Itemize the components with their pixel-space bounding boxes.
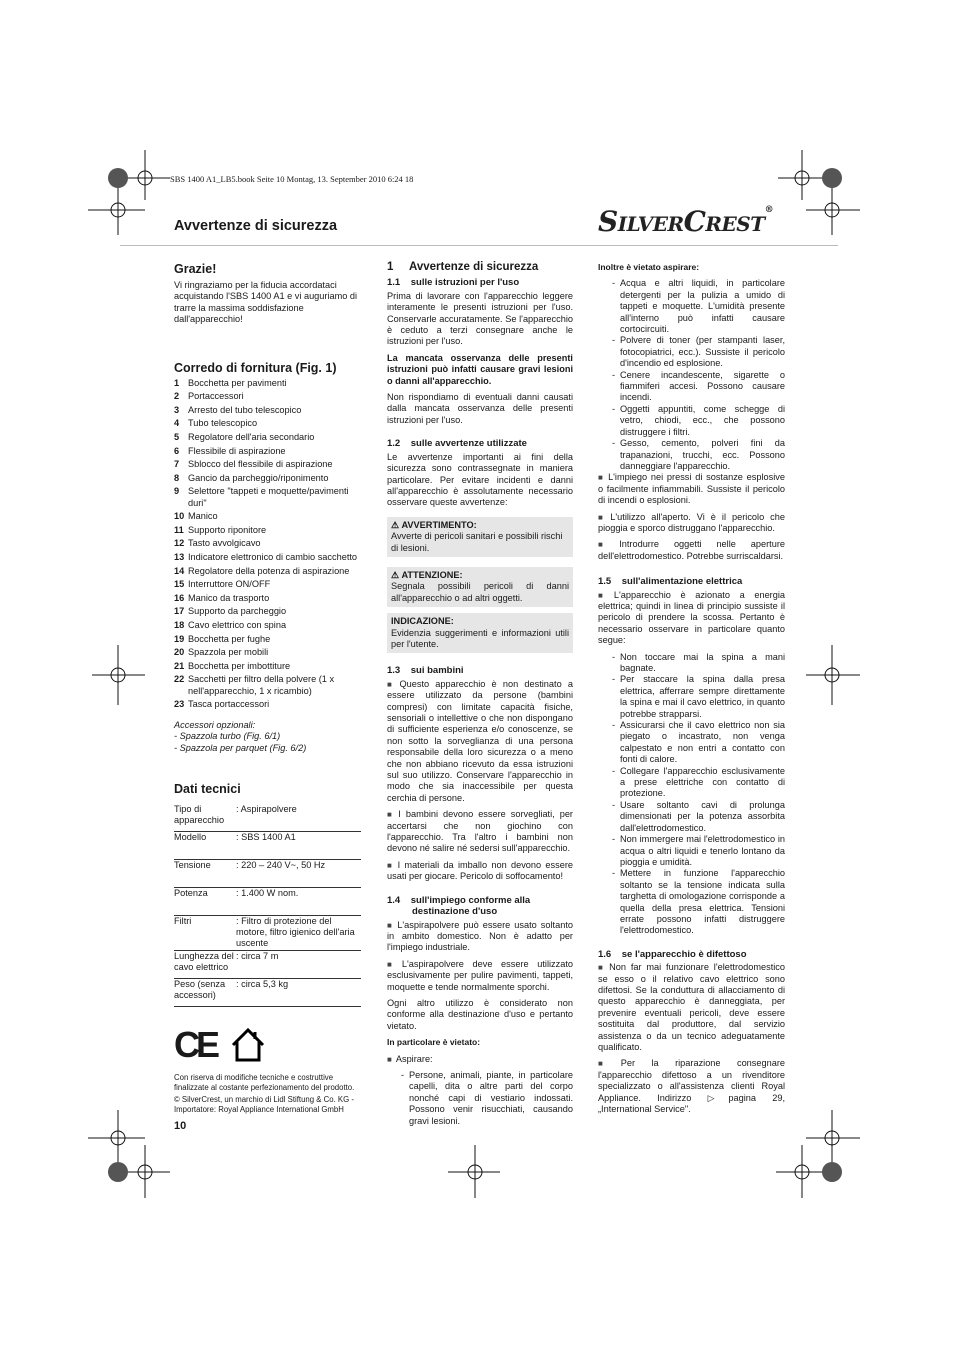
- item-label: Gancio da parcheggio/riponimento: [188, 472, 329, 483]
- supply-list: [174, 377, 361, 712]
- tech-row: [174, 916, 361, 951]
- attention-triangle-icon: ⚠: [391, 569, 400, 580]
- column-1: [174, 262, 361, 1114]
- s13-bullet-2: ■ I bambini devono essere sorvegliati, per accertarsi che non giochino con l'apparecchio. Tra l'altro i bambini non devono né salire né sedersi sull'apparecchio.: [387, 809, 573, 855]
- s15-bullet-1: ■ L'apparecchio è azionato a energia elettrica; quindi in linea di principio sussiste il pericolo di prendere la scossa. Pertanto è necessario osservare in particolare quanto segue:: [598, 590, 785, 647]
- tech-value: : Filtro di protezione del motore, filtro igienico dell'aria uscente: [236, 915, 355, 948]
- s14-bullet-3: ■ Aspirare:: [387, 1054, 573, 1065]
- grazie-title: Grazie!: [174, 262, 217, 276]
- dati-title: Dati tecnici: [174, 781, 241, 796]
- column-3: [598, 262, 785, 1120]
- brand-logo: [598, 205, 773, 238]
- supply-list-item: [174, 510, 361, 524]
- item-label: Sblocco del flessibile di aspirazione: [188, 459, 333, 470]
- col3-dash-item: - Polvere di toner (per stampanti laser, fotocopiatrici, ecc.). Sussiste il pericolo d'incendio ed esplosione.: [598, 335, 785, 369]
- item-number: 1: [174, 377, 180, 388]
- supply-list-item: [174, 605, 361, 619]
- supply-list-item: [174, 660, 361, 674]
- ce-mark-icon: CE: [174, 1023, 217, 1065]
- item-number: 11: [174, 524, 184, 535]
- item-label: Bocchetta per imbottiture: [188, 660, 291, 671]
- s15-dash-item: - Non immergere mai l'elettrodomestico in acqua o altri liquidi e tenerlo lontano da pioggia e umidità.: [598, 834, 785, 868]
- brand-registered: ®: [764, 205, 774, 215]
- item-number: 17: [174, 606, 185, 617]
- supply-list-item: [174, 537, 361, 551]
- s15-dash-item: - Non toccare mai la spina a mani bagnate.: [598, 652, 785, 675]
- tech-key: Filtri: [174, 915, 192, 926]
- item-number: 22: [174, 674, 185, 685]
- s12-p1: Le avvertenze importanti ai fini della sicurezza sono contrassegnate in maniera particolare. Per evitare incidenti e danni all'apparecchio è assolutamente necessario osservare queste avvertenze:: [387, 451, 573, 508]
- item-label: Bocchetta per pavimenti: [188, 377, 287, 388]
- grazie-text: Vi ringraziamo per la fiducia accordataci acquistando l'SBS 1400 A1 e vi auguriamo di trarre la massima soddisfazione dall'apparecchio!: [174, 280, 358, 325]
- attention-title: [391, 570, 569, 581]
- indication-title: INDICAZIONE:: [391, 616, 454, 627]
- col3-dash-item: - Cenere incandescente, sigarette o fiammiferi accesi. Possono causare incendi.: [598, 370, 785, 404]
- supply-list-item: [174, 592, 361, 606]
- s15-dash-item: - Mettere in funzione l'apparecchio soltanto se la tensione indicata sulla targhetta di omologazione corrisponde a quella della presa elettrica. Tensioni errate possono infatti distruggere l'elettrodomestico.: [598, 868, 785, 936]
- item-label: Manico da trasporto: [188, 592, 270, 603]
- col3-bullet-2: ■ L'utilizzo all'aperto. Vi è il pericolo che pioggia e sporco distruggano l'apparecchio.: [598, 512, 785, 535]
- tech-value: : 220 – 240 V~, 50 Hz: [236, 859, 326, 870]
- supply-list-item: [174, 472, 361, 486]
- item-number: 4: [174, 418, 180, 429]
- brand-logo-text: SilverCrest: [598, 205, 765, 238]
- s14-title: [387, 895, 573, 918]
- tech-row: [174, 951, 361, 979]
- item-number: 23: [174, 699, 185, 710]
- item-number: 10: [174, 511, 185, 522]
- certification-marks: [174, 1025, 361, 1065]
- item-number: 7: [174, 459, 180, 470]
- s12-title: 1.2 sulle avvertenze utilizzate: [387, 438, 527, 450]
- col3-vietato-title: Inoltre è vietato aspirare:: [598, 262, 700, 272]
- s14-vietato: In particolare è vietato:: [387, 1037, 481, 1048]
- column-2: [387, 262, 573, 1127]
- supply-list-item: [174, 619, 361, 633]
- footer-copyright: © SilverCrest, un marchio di Lidl Stiftung & Co. KG - Importatore: Royal Appliance International GmbH: [174, 1095, 354, 1114]
- item-number: 19: [174, 633, 185, 644]
- supply-list-item: [174, 417, 361, 431]
- supply-list-item: [174, 673, 361, 698]
- item-number: 5: [174, 432, 180, 442]
- supply-list-item: [174, 377, 361, 391]
- tech-value: : SBS 1400 A1: [236, 831, 296, 842]
- item-number: 6: [174, 445, 180, 456]
- s1-title: 1 Avvertenze di sicurezza: [387, 261, 539, 273]
- warning-triangle-icon: ⚠: [391, 519, 400, 530]
- item-number: 14: [174, 565, 185, 576]
- item-number: 18: [174, 619, 185, 630]
- tech-value: : 1.400 W nom.: [236, 887, 299, 898]
- supply-list-item: [174, 431, 361, 445]
- supply-list-item: [174, 485, 361, 510]
- warning-box: [387, 517, 573, 557]
- attention-box: [387, 567, 573, 607]
- tech-row: [174, 979, 361, 1007]
- supply-list-item: [174, 404, 361, 418]
- tech-key: Potenza: [174, 887, 208, 898]
- tech-key: Modello: [174, 831, 207, 842]
- col3-bullet-1: ■ L'impiego nei pressi di sostanze esplosive o facilmente infiammabili. Sussiste il pericolo di incendi o esplosioni.: [598, 472, 785, 506]
- item-number: 21: [174, 660, 185, 671]
- s15-dash-list: [598, 652, 785, 937]
- col3-dash-item: - Gesso, cemento, polveri fini da trapanazioni, trucchi, ecc. Possono danneggiare l'apparecchio.: [598, 438, 785, 472]
- supply-list-item: [174, 578, 361, 592]
- item-label: Tubo telescopico: [188, 418, 258, 429]
- item-label: Flessibile di aspirazione: [188, 445, 286, 456]
- s15-title: 1.5 sull'alimentazione elettrica: [598, 576, 743, 588]
- warning-title: [391, 520, 569, 531]
- col3-dash-list: [598, 278, 785, 472]
- page-number: 10: [174, 1120, 187, 1132]
- item-label: Arresto del tubo telescopico: [188, 404, 302, 415]
- accessori-block: [174, 720, 361, 754]
- item-label: Supporto riponitore: [188, 524, 267, 535]
- item-label: Supporto da parcheggio: [188, 606, 287, 617]
- item-number: 8: [174, 472, 180, 483]
- col3-dash-item: - Acqua e altri liquidi, in particolare detergenti per la pulizia a umido di tappeti e moquette. L'umidità presente all'interno può infatti causare cortocircuiti.: [598, 278, 785, 335]
- item-number: 13: [174, 551, 185, 562]
- s11-title: 1.1 sulle istruzioni per l'uso: [387, 277, 520, 289]
- item-label: Regolatore dell'aria secondario: [188, 432, 315, 442]
- supply-list-item: [174, 633, 361, 647]
- s14-bullet-2: ■ L'aspirapolvere deve essere utilizzato esclusivamente per pulire pavimenti, tappeti, moquette e tende normalmente sporchi.: [387, 959, 573, 993]
- tech-row: [174, 804, 361, 832]
- indication-box: [387, 613, 573, 653]
- s14-paragraph: Ogni altro utilizzo è considerato non conforme alla destinazione d'uso e pertanto vietato.: [387, 997, 573, 1031]
- s15-dash-item: - Assicurarsi che il cavo elettrico non sia piegato o incastrato, non venga calpestato e non entri a contatto con fonti di calore.: [598, 720, 785, 766]
- s15-dash-item: - Collegare l'apparecchio esclusivamente a prese elettriche con contatto di protezione.: [598, 766, 785, 800]
- s14-dash-1: - Persone, animali, piante, in particolare capelli, dita o altre parti del corpo nonché capi di vestiario indossati. Possono venir risucchiati, causando gravi lesioni.: [387, 1070, 573, 1127]
- accessori-item-1: - Spazzola turbo (Fig. 6/1): [174, 731, 281, 742]
- s11-p3: Non rispondiamo di eventuali danni causati dalla mancata osservanza delle presenti istruzioni per l'uso.: [387, 392, 573, 425]
- s15-dash-item: - Per staccare la spina dalla presa elettrica, afferrare sempre direttamente la spina e mai il cavo elettrico, in quanto potrebbe strapparsi.: [598, 674, 785, 720]
- item-label: Interruttore ON/OFF: [188, 579, 271, 590]
- item-number: 2: [174, 391, 180, 402]
- tech-row: [174, 832, 361, 860]
- s11-p2: La mancata osservanza delle presenti istruzioni può infatti causare gravi lesioni o danni all'apparecchio.: [387, 352, 573, 386]
- s14-title-line-2: destinazione d'uso: [412, 906, 498, 918]
- item-label: Spazzola per mobili: [188, 647, 269, 658]
- s13-title: 1.3 sui bambini: [387, 665, 464, 677]
- attention-text: Segnala possibili pericoli di danni all'apparecchio o ad altri oggetti.: [391, 581, 569, 603]
- accessori-title: Accessori opzionali:: [174, 719, 256, 730]
- item-number: 15: [174, 579, 185, 590]
- tech-table: [174, 804, 361, 1007]
- tech-value: : circa 5,3 kg: [236, 978, 289, 989]
- item-label: Manico: [188, 511, 218, 522]
- warning-text: Avverte di pericoli sanitari e possibili rischi di lesioni.: [391, 531, 563, 553]
- accessori-item-2: - Spazzola per parquet (Fig. 6/2): [174, 742, 307, 753]
- tech-key: Peso (senza accessori): [174, 978, 226, 1000]
- item-number: 9: [174, 486, 180, 497]
- tech-row: [174, 888, 361, 916]
- supply-list-item: [174, 445, 361, 459]
- item-label: Tasto avvolgicavo: [188, 538, 261, 549]
- header-file-info: SBS 1400 A1_LB5.book Seite 10 Montag, 13. September 2010 6:24 18: [170, 174, 414, 184]
- item-label: Sacchetti per filtro della polvere (1 x nell'apparecchio, 1 x ricambio): [188, 674, 335, 696]
- header-rule: [120, 245, 838, 246]
- item-label: Selettore "tappeti e moquette/pavimenti duri": [188, 486, 349, 508]
- tech-key: Tensione: [174, 859, 211, 870]
- supply-list-item: [174, 524, 361, 538]
- tech-row: [174, 860, 361, 888]
- s14-title-line-1: 1.4 sull'impiego conforme alla: [387, 894, 531, 906]
- item-label: Cavo elettrico con spina: [188, 619, 287, 630]
- attention-title-text: ATTENZIONE:: [401, 569, 463, 580]
- s13-bullet-3: ■ I materiali da imballo non devono essere usati per giocare. Pericolo di soffocamento!: [387, 860, 573, 883]
- section-title: Avvertenze di sicurezza: [174, 218, 338, 234]
- col3-dash-item: - Oggetti appuntiti, come schegge di vetro, chiodi, ecc., che possono distruggere i filtri.: [598, 404, 785, 438]
- s16-bullet-1: ■ Non far mai funzionare l'elettrodomestico se esso o il relativo cavo elettrico sono difettosi. Se la conduttura di allacciamento di questo apparecchio è danneggiata, per prevenire eventuali pericoli, deve essere sostituita dal produttore, dal servizio assistenza o da un tecnico adeguatamente qualificato.: [598, 962, 785, 1053]
- tech-value: : circa 7 m: [236, 950, 279, 961]
- item-label: Tasca portaccessori: [188, 699, 270, 710]
- item-number: 16: [174, 592, 185, 603]
- item-label: Bocchetta per fughe: [188, 633, 271, 644]
- s11-p1: Prima di lavorare con l'apparecchio leggere interamente le presenti istruzioni per l'uso. Conservarle accuratamente. Se l'apparecchio è ceduto a terzi consegnare anche le istruzioni per l'uso.: [387, 290, 573, 347]
- s14-bullet-1: ■ L'aspirapolvere può essere usato soltanto in ambito domestico. Non è adatto per l'impiego industriale.: [387, 920, 573, 954]
- house-icon: [230, 1027, 266, 1063]
- corredo-title: Corredo di fornitura (Fig. 1): [174, 360, 337, 375]
- warning-title-text: AVVERTIMENTO:: [401, 519, 477, 530]
- tech-value: : Aspirapolvere: [236, 803, 297, 814]
- indication-text: Evidenzia suggerimenti e informazioni utili per l'utente.: [391, 627, 569, 649]
- s16-bullet-2: ■ Per la riparazione consegnare l'apparecchio difettoso a un rivenditore specializzato o all'assistenza clienti Royal Appliance. Indirizzo ▷pagina 29, „International Service".: [598, 1058, 785, 1115]
- item-number: 20: [174, 647, 185, 658]
- s15-dash-item: - Usare soltanto cavi di prolunga dimensionati per la potenza assorbita dall'elettrodomestico.: [598, 800, 785, 834]
- supply-list-item: [174, 565, 361, 579]
- supply-list-item: [174, 390, 361, 404]
- item-label: Indicatore elettronico di cambio sacchetto: [188, 551, 358, 562]
- supply-list-item: [174, 698, 361, 712]
- supply-list-item: [174, 458, 361, 472]
- supply-list-item: [174, 646, 361, 660]
- item-number: 3: [174, 404, 180, 415]
- footer-note: Con riserva di modifiche tecniche e costruttive finalizzate al costante perfezionamento del prodotto.: [174, 1072, 355, 1092]
- item-label: Regolatore della potenza di aspirazione: [188, 565, 350, 576]
- s16-title: 1.6 se l'apparecchio è difettoso: [598, 948, 747, 960]
- s13-bullet-1: ■ Questo apparecchio è non destinato a essere utilizzato da persone (bambini compresi) con limitate capacità fisiche, sensoriali o intellettive o che non dispongano di sufficiente esperienza e/o conoscenze, se non sotto la sorveglianza di una persona responsabile della loro sicurezza o a meno che non abbiano ricevuto da essa istruzioni sul suo utilizzo. Conservare l'apparecchio in modo che sia inaccessibile per questa cerchia di persone.: [387, 679, 573, 804]
- item-label: Portaccessori: [188, 391, 244, 402]
- tech-key: Lunghezza del cavo elettrico: [174, 950, 234, 972]
- supply-list-item: [174, 551, 361, 565]
- col3-bullet-3: ■ Introdurre oggetti nelle aperture dell'elettrodomestico. Potrebbe surriscaldarsi.: [598, 539, 785, 562]
- item-number: 12: [174, 538, 185, 549]
- tech-key: Tipo di apparecchio: [174, 803, 225, 825]
